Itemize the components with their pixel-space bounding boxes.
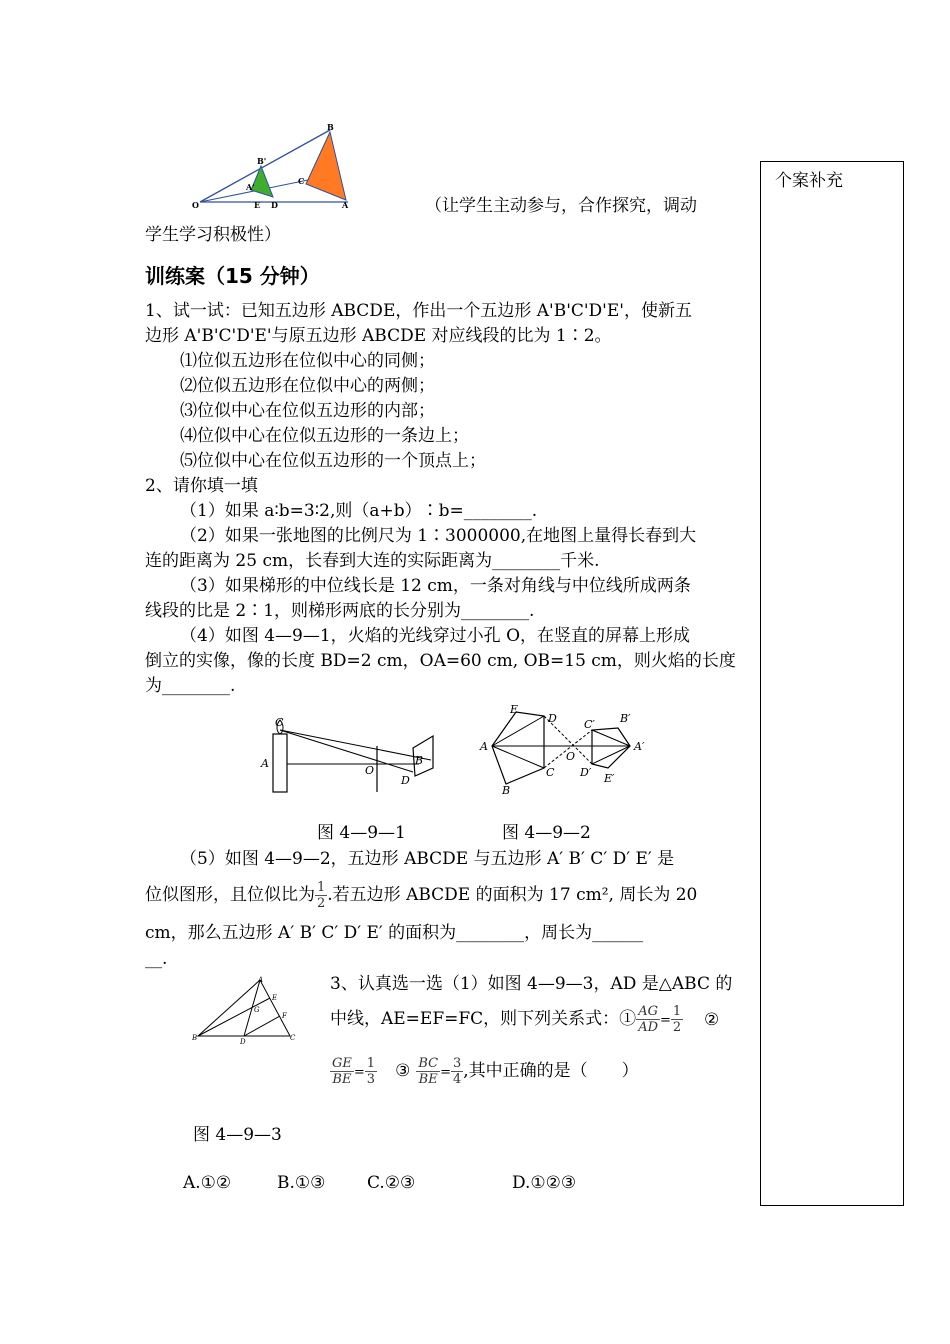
fig2-label-b: B [502, 784, 511, 797]
homothety-triangles-figure [190, 120, 360, 210]
fraction-one-third: $\frac{1}{3}$ [366, 1056, 376, 1087]
fig1-label-b: B [415, 754, 424, 767]
label-b1: B' [257, 156, 267, 166]
label-d: D [271, 200, 278, 210]
q2-part4-line2: 倒立的实像，像的长度 BD=2 cm，OA=60 cm, OB=15 cm，则火焰的长度 [145, 651, 736, 671]
q1-item: ⑸位似中心在位似五边形的一个顶点上； [180, 451, 486, 471]
figure-4-9-3 [190, 974, 300, 1046]
intro-note-line2: 学生学习积极性） [145, 225, 281, 245]
fig2-label-o: O [566, 750, 576, 763]
fig3-label-g: G [254, 1006, 260, 1014]
q2-part3-line2: 线段的比是 2∶1，则梯形两底的长分别为________. [145, 601, 535, 621]
fig2-label-e: E [510, 703, 519, 716]
q2-part3-line1: （3）如果梯形的中位线长是 12 cm，一条对角线与中位线所成两条 [180, 576, 691, 596]
figure-4-9-1 [255, 712, 445, 797]
q2-part5-line2 [145, 880, 697, 911]
label-o: O [192, 200, 199, 210]
fig2-label-e1: E′ [604, 772, 615, 785]
fraction-one-half: $\frac{1}{2}$ [672, 1004, 682, 1035]
label-b: B [327, 122, 334, 132]
section-title: 训练案（15 分钟） [145, 264, 320, 288]
fig3-caption: 图 4—9—3 [193, 1125, 282, 1145]
option-b[interactable]: B.①③ [277, 1173, 326, 1193]
q1-line1: 1、试一试：已知五边形 ABCDE，作出一个五边形 A'B'C'D'E'，使新五 [145, 301, 692, 321]
fraction-ge-be: $\frac{GE}{BE}$ [332, 1056, 352, 1087]
label-a1: A' [246, 182, 255, 192]
q3-line2 [330, 1004, 683, 1035]
q3-line3 [330, 1056, 639, 1087]
fig2-label-d1: D′ [580, 766, 592, 779]
circle-3: ③ [395, 1061, 411, 1081]
q2-title: 2、请你填一填 [145, 476, 258, 496]
q3-tail: ,其中正确的是（ ） [463, 1061, 639, 1081]
fig3-label-c: C [290, 1034, 296, 1042]
equals-sign: = [440, 1065, 451, 1080]
equals-sign: = [353, 1065, 365, 1080]
option-c[interactable]: C.②③ [367, 1173, 416, 1193]
fig1-label-o: O [365, 764, 375, 777]
q1-item: ⑶位似中心在位似五边形的内部； [180, 401, 435, 421]
label-a: A [342, 200, 349, 210]
q2-part2-line1: （2）如果一张地图的比例尺为 1∶3000000,在地图上量得长春到大 [180, 526, 697, 546]
q2-part4-line3: 为________. [145, 676, 236, 696]
fig1-label-c: C [275, 716, 284, 729]
fig2-label-a1: A′ [634, 740, 645, 753]
option-d[interactable]: D.①②③ [512, 1173, 577, 1193]
q1-item: ⑷位似中心在位似五边形的一条边上； [180, 426, 469, 446]
fig2-caption: 图 4—9—2 [502, 823, 591, 843]
fraction-ag-ad: $\frac{AG}{AD}$ [638, 1004, 658, 1035]
fig1-label-a: A [261, 757, 269, 770]
fig3-label-d: D [240, 1038, 246, 1046]
fig3-label-a: A [258, 976, 264, 984]
q2-part5-line4: __. [145, 949, 168, 969]
option-a[interactable]: A.①② [183, 1173, 232, 1193]
fig1-label-d: D [401, 774, 410, 787]
fig3-label-e: E [272, 994, 278, 1002]
intro-note-line1: （让学生主动参与，合作探究，调动 [425, 196, 697, 216]
fig2-label-c: C [546, 766, 555, 779]
fig3-label-b: B [192, 1034, 198, 1042]
ratio-fraction: $\frac{1}{2}$ [317, 880, 326, 911]
q3-line2-text: 中线，AE=EF=FC，则下列关系式：① [330, 1009, 637, 1029]
fig3-label-f: F [282, 1012, 287, 1020]
q1-item: ⑵位似五边形在位似中心的两侧； [180, 376, 435, 396]
q2-part2-line2: 连的距离为 25 cm，长春到大连的实际距离为________千米. [145, 551, 600, 571]
q2-part5-line2-a: 位似图形，且位似比为 [145, 885, 315, 905]
q2-part1: （1）如果 a∶b=3∶2,则（a+b）∶b=________. [180, 501, 538, 521]
q1-line2: 边形 A'B'C'D'E'与原五边形 ABCDE 对应线段的比为 1∶2。 [145, 326, 612, 346]
q1-item: ⑴位似五边形在位似中心的同侧； [180, 351, 435, 371]
equals-sign: = [660, 1013, 671, 1028]
side-notes-box [760, 161, 904, 1206]
label-e: E [254, 200, 261, 210]
q2-part5-line3: cm，那么五边形 A′ B′ C′ D′ E′ 的面积为________，周长为______ [145, 923, 644, 943]
fig2-label-d: D [548, 712, 557, 725]
fig2-label-a: A [480, 740, 488, 753]
fraction-three-quarters: $\frac{3}{4}$ [452, 1056, 462, 1087]
fig1-caption: 图 4—9—1 [317, 823, 406, 843]
q2-part5-line2-b: .若五边形 ABCDE 的面积为 17 cm², 周长为 20 [327, 885, 698, 905]
q2-part5-line1: （5）如图 4—9—2，五边形 ABCDE 与五边形 A′ B′ C′ D′ E′ 是 [180, 849, 675, 869]
fig2-label-b1: B′ [620, 712, 631, 725]
q2-part4-line1: （4）如图 4—9—1，火焰的光线穿过小孔 O，在竖直的屏幕上形成 [180, 626, 691, 646]
fraction-bc-be: $\frac{BC}{BE}$ [418, 1056, 439, 1087]
fig2-label-c1: C′ [584, 718, 595, 731]
circle-2: ② [704, 1010, 720, 1030]
figure-4-9-2 [478, 702, 658, 797]
q3-line1: 3、认真选一选（1）如图 4—9—3，AD 是△ABC 的 [330, 974, 733, 994]
label-c: C [298, 176, 305, 186]
side-notes-title: 个案补充 [775, 171, 843, 191]
